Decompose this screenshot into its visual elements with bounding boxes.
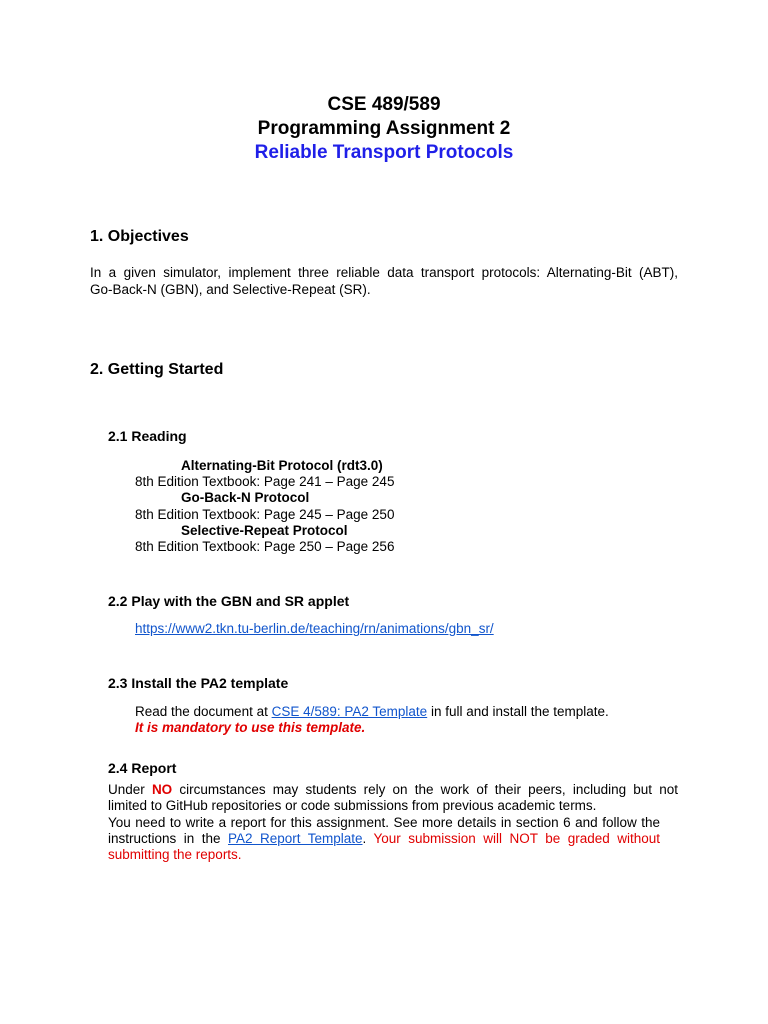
applet-link[interactable]: https://www2.tkn.tu-berlin.de/teaching/rn/animations/gbn_sr/ <box>135 621 494 636</box>
reading-heading: 2.1 Reading <box>108 428 187 444</box>
report-l4-warning: Your submission will NOT be graded without <box>366 831 660 846</box>
report-l1-post: circumstances may students rely on the work of their peers, including but not <box>172 782 678 797</box>
reading-protocol-abt: Alternating-Bit Protocol (rdt3.0) <box>181 458 383 473</box>
template-mandatory-note: It is mandatory to use this template. <box>135 720 366 735</box>
pa2-template-link[interactable]: CSE 4/589: PA2 Template <box>271 704 428 719</box>
objectives-line-2: Go-Back-N (GBN), and Selective-Repeat (SR). <box>90 282 371 297</box>
template-suffix: in full and install the template. <box>427 704 609 719</box>
reading-pages-gbn: 8th Edition Textbook: Page 245 – Page 250 <box>135 507 395 522</box>
report-l1-pre: Under <box>108 782 152 797</box>
template-heading: 2.3 Install the PA2 template <box>108 675 289 691</box>
reading-pages-abt: 8th Edition Textbook: Page 241 – Page 245 <box>135 474 395 489</box>
objectives-heading: 1. Objectives <box>90 228 189 245</box>
report-line-5-warning: submitting the reports. <box>108 847 242 862</box>
report-line-3: You need to write a report for this assignment. See more details in section 6 and follow the <box>108 815 660 830</box>
getting-started-heading: 2. Getting Started <box>90 361 224 378</box>
reading-protocol-gbn: Go-Back-N Protocol <box>181 490 310 505</box>
assignment-subtitle: Reliable Transport Protocols <box>254 142 514 163</box>
report-heading: 2.4 Report <box>108 760 177 776</box>
report-l4-dot: . <box>362 831 367 846</box>
report-no-emphasis: NO <box>151 782 173 797</box>
report-line-2: limited to GitHub repositories or code submissions from previous academic terms. <box>108 798 597 813</box>
pa2-report-template-link[interactable]: PA2 Report Template <box>227 831 363 846</box>
reading-pages-sr: 8th Edition Textbook: Page 250 – Page 256 <box>135 539 395 554</box>
assignment-title: Programming Assignment 2 <box>257 118 511 139</box>
report-l4-pre: instructions in the <box>108 831 228 846</box>
template-instruction <box>135 704 609 720</box>
reading-protocol-sr: Selective-Repeat Protocol <box>181 523 348 538</box>
course-title: CSE 489/589 <box>327 94 441 115</box>
report-line-4 <box>108 831 660 847</box>
objectives-line-1: In a given simulator, implement three reliable data transport protocols: Alternating-Bit (ABT), <box>90 265 678 280</box>
template-prefix: Read the document at <box>135 704 272 719</box>
applet-heading: 2.2 Play with the GBN and SR applet <box>108 593 350 609</box>
report-line-1 <box>108 782 678 798</box>
